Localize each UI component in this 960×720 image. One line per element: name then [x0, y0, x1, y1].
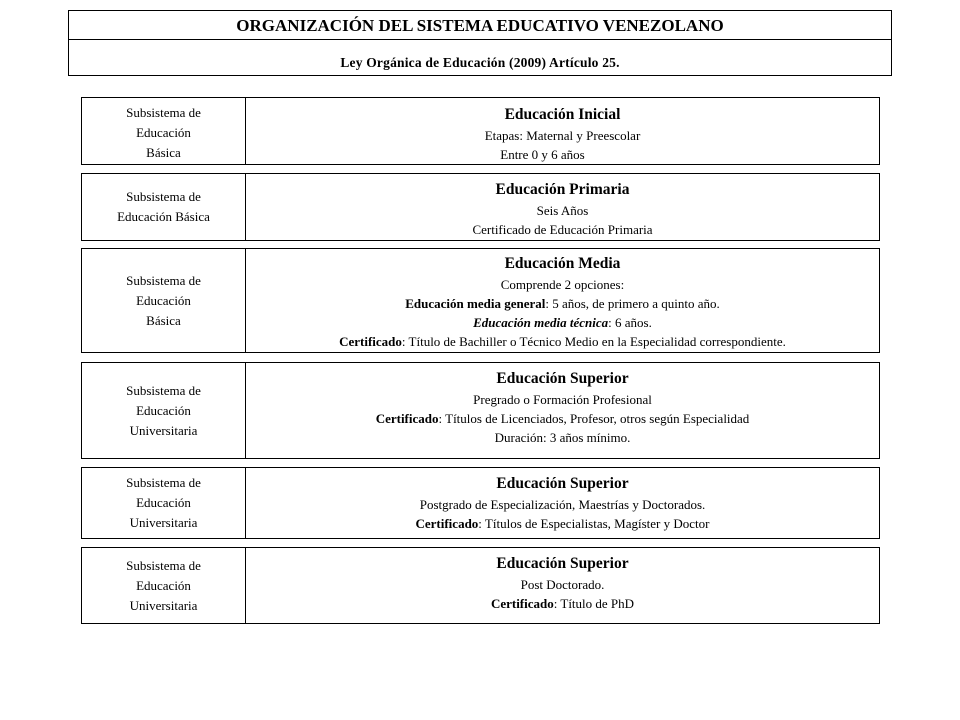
label-line: Universitaria: [129, 422, 198, 438]
row-educacion-superior-pregrado: [81, 362, 880, 459]
level-line: Pregrado o Formación Profesional: [473, 392, 652, 407]
level-title: Educación Media: [504, 255, 621, 272]
label-line: Subsistema de: [126, 105, 201, 120]
level-line: Etapas: Maternal y Preescolar: [484, 128, 641, 143]
row-educacion-inicial: [81, 97, 880, 165]
level-title: Educación Inicial: [504, 106, 621, 123]
level-content: [246, 173, 880, 241]
label-line: Educación: [136, 495, 191, 510]
level-title: Educación Superior: [496, 370, 629, 387]
page-title: ORGANIZACIÓN DEL SISTEMA EDUCATIVO VENEZOLANO: [69, 11, 891, 40]
row-educacion-primaria: [81, 173, 880, 241]
label-line: Educación: [136, 292, 191, 308]
level-line: [339, 332, 786, 351]
bold-term: Educación media técnica: [473, 315, 609, 330]
level-content: [246, 362, 880, 459]
level-title: Educación Superior: [496, 555, 629, 572]
line-rest: : Títulos de Especialistas, Magíster y Doctor: [478, 516, 710, 531]
level-content: [246, 97, 880, 165]
bold-term: Certificado: [490, 596, 554, 611]
level-line: Postgrado de Especialización, Maestrías y Doctorados.: [419, 497, 706, 512]
label-line: Educación: [136, 577, 191, 593]
label-line: Educación: [136, 402, 191, 418]
level-line: [405, 294, 720, 313]
line-rest: : 6 años.: [608, 315, 652, 330]
level-line: Duración: 3 años mínimo.: [494, 430, 631, 445]
row-educacion-media: [81, 248, 880, 353]
level-line: [415, 514, 709, 533]
row-educacion-superior-postdoctorado: [81, 547, 880, 624]
bold-term: Certificado: [339, 334, 402, 349]
line-rest: : Título de Bachiller o Técnico Medio en la Especialidad correspondiente.: [401, 334, 786, 349]
level-title: Educación Superior: [496, 475, 629, 492]
line-rest: : 5 años, de primero a quinto año.: [545, 296, 720, 311]
label-line: Subsistema de: [126, 189, 201, 204]
bold-term: Certificado: [415, 516, 479, 531]
line-rest: : Títulos de Licenciados, Profesor, otros según Especialidad: [438, 411, 750, 426]
subsystem-label: [81, 467, 246, 539]
level-title: Educación Primaria: [495, 181, 630, 198]
label-line: Universitaria: [129, 515, 198, 530]
label-line: Básica: [146, 312, 181, 328]
bold-term: Educación media general: [405, 296, 546, 311]
label-line: Subsistema de: [126, 557, 201, 573]
label-line: Básica: [146, 145, 181, 160]
label-line: Educación: [136, 125, 191, 140]
subsystem-label: [81, 173, 246, 241]
level-content: [246, 467, 880, 539]
level-line: [491, 594, 634, 613]
subsystem-label: [81, 362, 246, 459]
subsystem-label: [81, 547, 246, 624]
row-educacion-superior-postgrado: [81, 467, 880, 539]
page-subtitle: Ley Orgánica de Educación (2009) Artículo 25.: [340, 55, 620, 70]
label-line: Subsistema de: [126, 272, 201, 288]
level-line: Post Doctorado.: [520, 577, 605, 592]
level-content: [246, 547, 880, 624]
label-line: Subsistema de: [126, 475, 201, 490]
header-box: [68, 10, 892, 76]
line-rest: : Título de PhD: [553, 596, 635, 611]
subsystem-label: [81, 248, 246, 353]
level-line: Seis Años: [536, 203, 589, 218]
subsystem-label: [81, 97, 246, 165]
level-line: [473, 313, 652, 332]
level-line: Entre 0 y 6 años: [500, 147, 585, 162]
level-line: Certificado de Educación Primaria: [472, 222, 653, 237]
level-line: Comprende 2 opciones:: [500, 277, 625, 292]
bold-term: Certificado: [375, 411, 439, 426]
level-line: [376, 409, 750, 428]
label-line: Universitaria: [129, 597, 198, 613]
label-line: Subsistema de: [126, 382, 201, 398]
label-line: Educación Básica: [117, 209, 210, 224]
level-content: [246, 248, 880, 353]
